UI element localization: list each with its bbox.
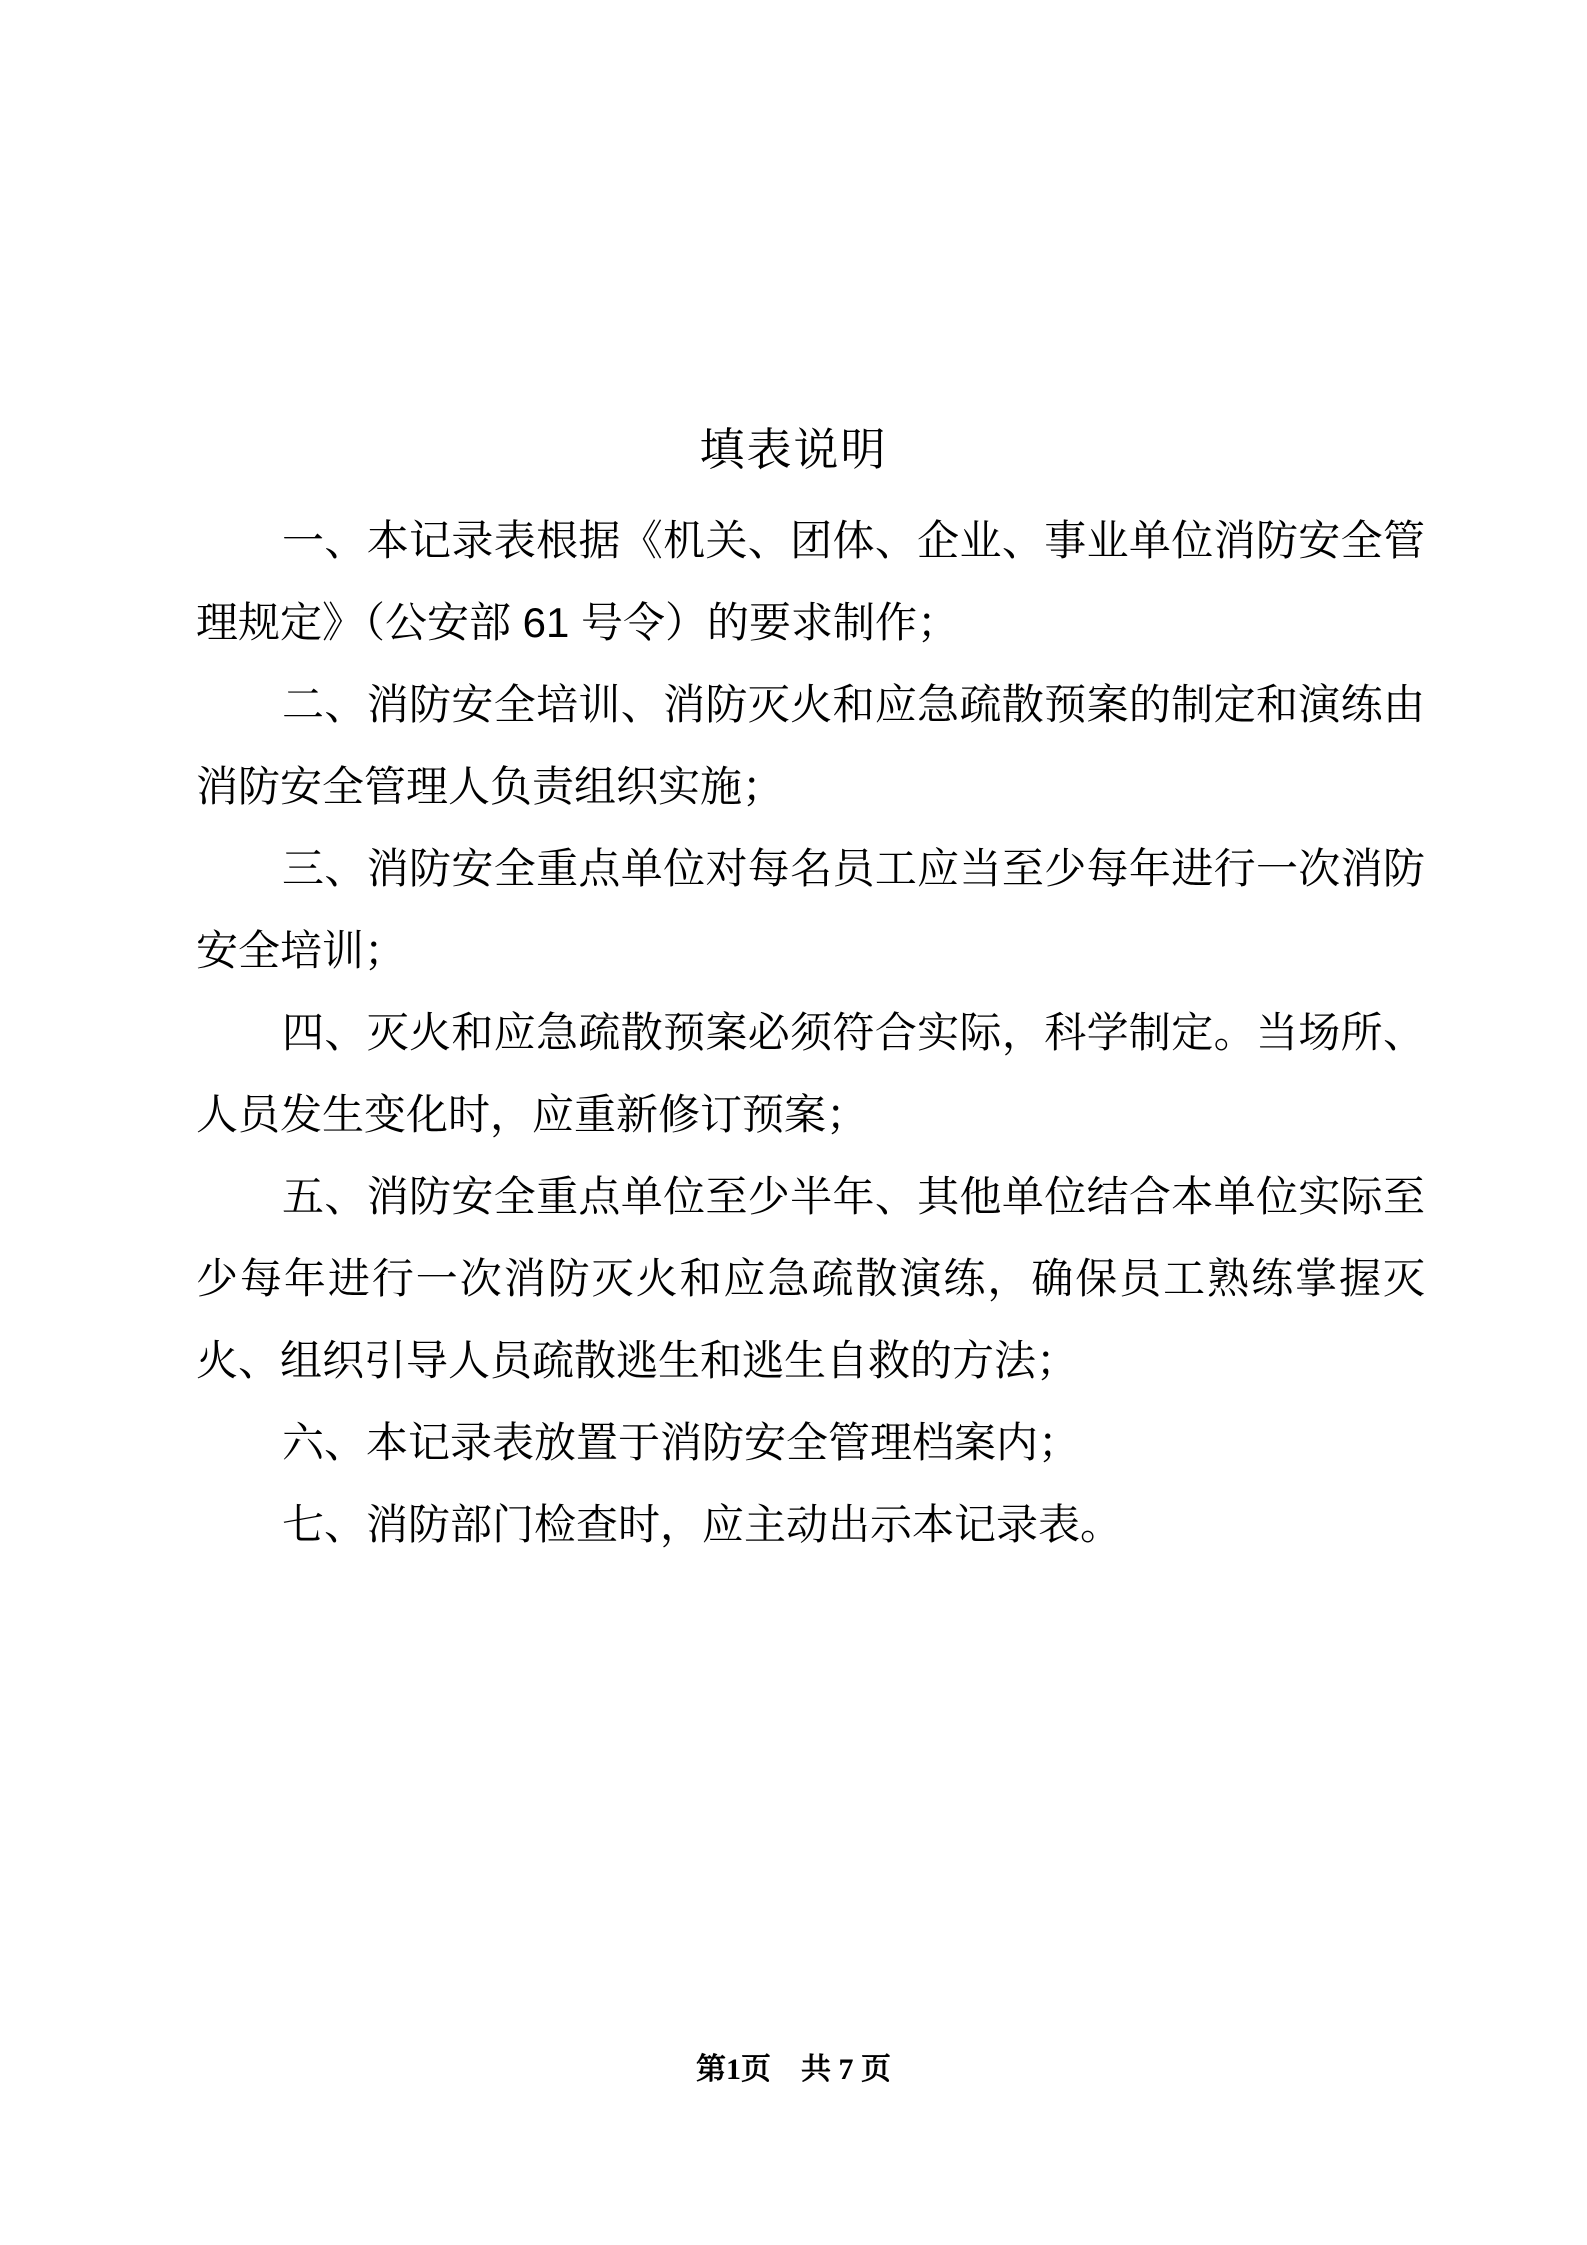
- paragraph-line: 火、组织引导人员疏散逃生和逃生自救的方法；: [196, 1337, 1079, 1384]
- paragraph-line: 理规定》（公安部 61 号令）的要求制作；: [196, 599, 960, 646]
- paragraph-line: 二、消防安全培训、消防灭火和应急疏散预案的制定和演练由: [282, 681, 1425, 728]
- paragraph: [196, 500, 1425, 664]
- paragraph: [196, 828, 1425, 992]
- paragraph: [196, 664, 1425, 828]
- page-footer: 第1页 共 7 页: [696, 2053, 891, 2086]
- paragraph-line: 消防安全管理人负责组织实施；: [196, 763, 785, 810]
- paragraph-line: 六、本记录表放置于消防安全管理档案内；: [282, 1419, 1081, 1466]
- paragraph-line: 三、消防安全重点单位对每名员工应当至少每年进行一次消防: [282, 845, 1425, 892]
- paragraph-line: 五、消防安全重点单位至少半年、其他单位结合本单位实际至: [282, 1173, 1425, 1220]
- paragraph: [196, 992, 1425, 1156]
- paragraph-line: 七、消防部门检查时，应主动出示本记录表。: [282, 1501, 1123, 1548]
- paragraph-line: 四、灭火和应急疏散预案必须符合实际，科学制定。当场所、: [282, 1009, 1425, 1056]
- paragraph: [196, 1402, 1425, 1484]
- paragraph-line: 一、本记录表根据《机关、团体、企业、事业单位消防安全管: [282, 517, 1425, 564]
- document-title: 填表说明: [699, 424, 888, 475]
- paragraph-line: 安全培训；: [196, 927, 407, 974]
- paragraph-line: 人员发生变化时，应重新修订预案；: [196, 1091, 869, 1138]
- paragraph: [196, 1156, 1425, 1402]
- paragraph-line: 少每年进行一次消防灭火和应急疏散演练，确保员工熟练掌握灭: [196, 1255, 1425, 1302]
- document-body: [196, 500, 1425, 1566]
- paragraph: [196, 1484, 1425, 1566]
